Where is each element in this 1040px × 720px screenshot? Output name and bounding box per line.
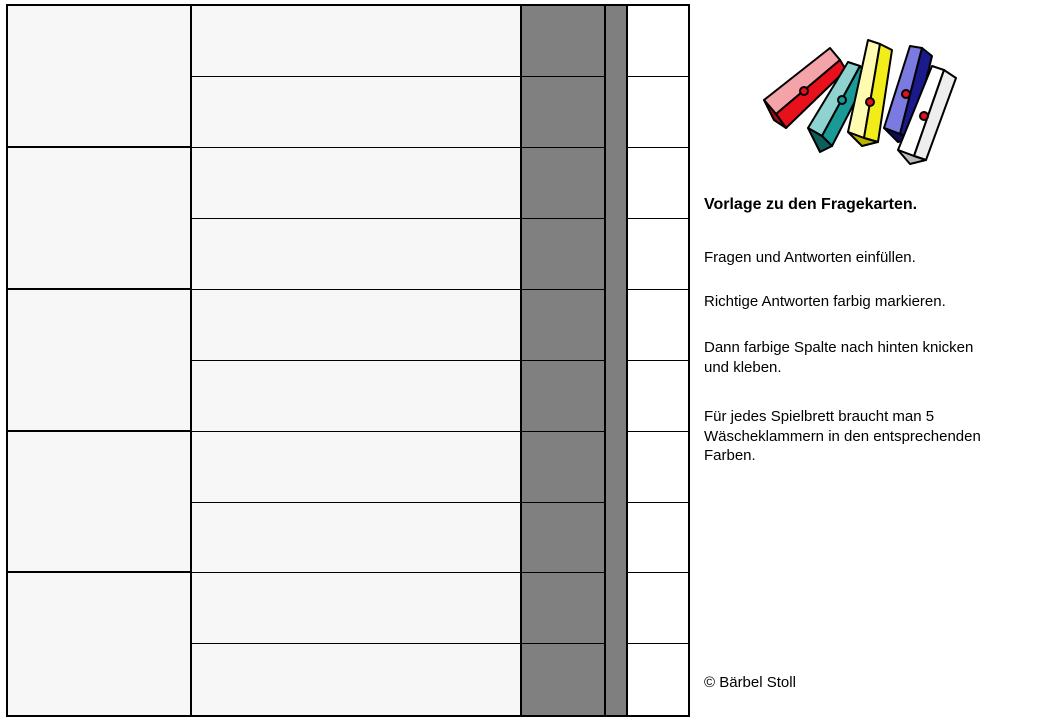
marking-cell xyxy=(522,432,606,503)
answer-cell xyxy=(192,290,522,361)
marking-cell xyxy=(522,573,606,644)
color-cell xyxy=(628,644,688,715)
question-cell-2 xyxy=(8,148,192,290)
instruction-fold-glue: Dann farbige Spalte nach hinten knicken und kleben. xyxy=(704,339,974,376)
color-cell xyxy=(628,503,688,573)
instruction-mark-answers: Richtige Antworten farbig markieren. xyxy=(704,293,946,310)
answer-cell xyxy=(192,644,522,715)
color-cell xyxy=(628,573,688,644)
answer-cell xyxy=(192,573,522,644)
marking-cell xyxy=(522,644,606,715)
marking-cell xyxy=(522,148,606,219)
question-cell-1 xyxy=(8,6,192,148)
instruction-clothespins: Für jedes Spielbrett braucht man 5 Wäscheklammern in den entsprechenden Farben. xyxy=(704,408,981,464)
answer-cell xyxy=(192,503,522,573)
color-cell xyxy=(628,361,688,432)
answer-cell xyxy=(192,432,522,503)
color-cell xyxy=(628,6,688,77)
question-cell-4 xyxy=(8,432,192,573)
answer-cell xyxy=(192,77,522,148)
clothespins-icon xyxy=(760,36,972,166)
marking-cell xyxy=(522,290,606,361)
marking-cell xyxy=(522,6,606,77)
marking-cell xyxy=(522,361,606,432)
question-card-template xyxy=(6,4,690,717)
marking-cell xyxy=(522,219,606,290)
template-title: Vorlage zu den Fragekarten. xyxy=(704,196,918,213)
color-cell xyxy=(628,290,688,361)
answer-cell xyxy=(192,148,522,219)
color-cell xyxy=(628,77,688,148)
color-cell xyxy=(628,432,688,503)
copyright-notice: © Bärbel Stoll xyxy=(704,674,796,691)
fold-strip xyxy=(606,6,628,715)
question-cell-3 xyxy=(8,290,192,432)
instruction-fill-in: Fragen und Antworten einfüllen. xyxy=(704,249,916,266)
marking-cell xyxy=(522,503,606,573)
answer-cell xyxy=(192,361,522,432)
question-cell-5 xyxy=(8,573,192,715)
answer-cell xyxy=(192,219,522,290)
color-cell xyxy=(628,219,688,290)
answer-cell xyxy=(192,6,522,77)
marking-cell xyxy=(522,77,606,148)
color-cell xyxy=(628,148,688,219)
